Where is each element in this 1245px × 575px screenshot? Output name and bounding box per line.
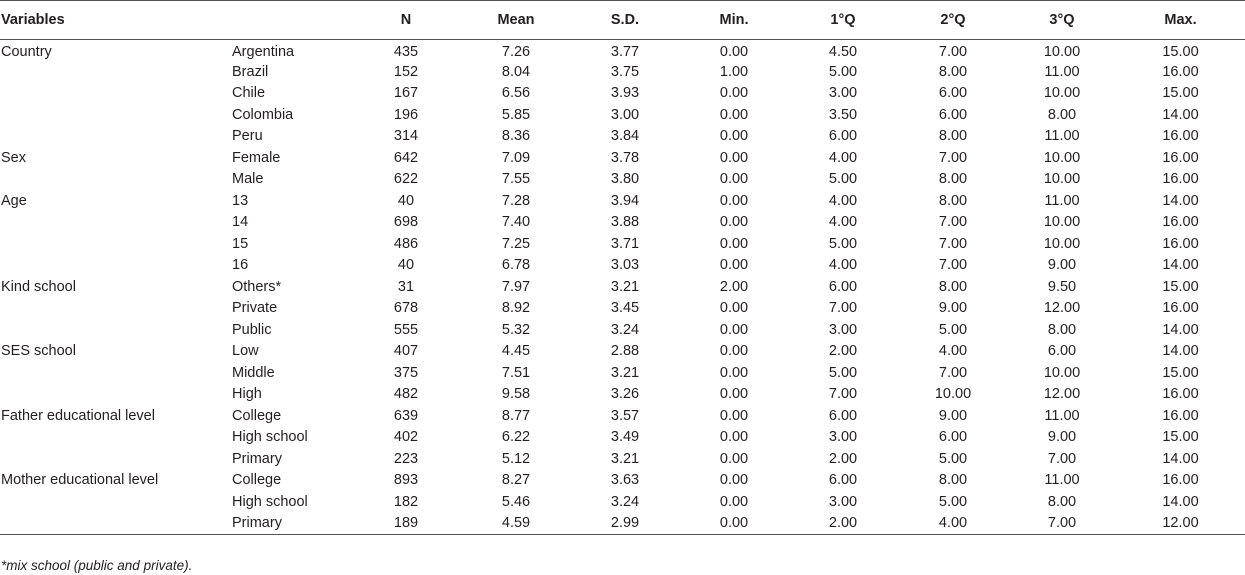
table-row <box>0 147 1245 169</box>
value-cell: 8.00 <box>938 63 968 80</box>
value-cell: 10.00 <box>1043 171 1081 188</box>
value-cell: 3.80 <box>610 171 640 188</box>
level-cell: Primary <box>232 513 350 535</box>
value-cell: 375 <box>393 364 419 381</box>
variable-cell <box>0 427 232 449</box>
level-cell: Others* <box>232 278 282 295</box>
value-cell: 4.00 <box>898 513 1008 535</box>
value-cell: 6.00 <box>938 429 968 446</box>
variable-cell: Country <box>1 44 52 60</box>
value-cell: 9.50 <box>1047 278 1077 295</box>
level-cell: 15 <box>232 235 249 252</box>
variable-cell: SES school <box>1 343 76 360</box>
variable-cell <box>0 126 232 148</box>
variable-cell <box>0 362 232 384</box>
value-cell: 0.00 <box>719 364 749 381</box>
value-cell: 14.00 <box>1162 106 1199 123</box>
value-cell: 3.63 <box>610 472 640 489</box>
value-cell: 8.36 <box>501 128 531 145</box>
level-cell: Brazil <box>232 63 269 80</box>
value-cell: 482 <box>393 386 419 403</box>
value-cell: 7.00 <box>938 44 968 60</box>
variable-cell <box>0 212 232 234</box>
value-cell: 3.45 <box>610 300 640 317</box>
value-cell: 3.49 <box>610 429 640 446</box>
value-cell: 0.00 <box>719 106 749 123</box>
value-cell: 5.00 <box>938 450 968 467</box>
level-cell: College <box>232 407 282 424</box>
value-cell: 5.00 <box>938 493 968 510</box>
value-cell: 3.21 <box>610 450 640 467</box>
table-row <box>0 126 1245 148</box>
variable-cell <box>0 319 232 341</box>
value-cell: 5.85 <box>501 106 531 123</box>
value-cell: 16.00 <box>1162 171 1199 188</box>
value-cell: 435 <box>393 44 419 60</box>
value-cell: 3.24 <box>610 321 640 338</box>
level-cell: Primary <box>232 450 282 467</box>
value-cell: 0.00 <box>719 257 749 274</box>
value-cell: 4.50 <box>828 44 858 60</box>
value-cell: 3.24 <box>610 493 640 510</box>
table-row <box>0 470 1245 492</box>
value-cell: 4.00 <box>828 192 858 209</box>
value-cell: 7.00 <box>828 300 858 317</box>
value-cell: 3.93 <box>610 85 640 102</box>
table-row <box>0 190 1245 212</box>
value-cell: 16.00 <box>1162 386 1199 403</box>
value-cell: 0.00 <box>680 513 788 535</box>
value-cell: 12.00 <box>1043 386 1081 403</box>
value-cell: 152 <box>393 63 419 80</box>
value-cell: 0.00 <box>719 407 749 424</box>
value-cell: 3.00 <box>828 429 858 446</box>
value-cell: 0.00 <box>719 128 749 145</box>
table-body <box>0 40 1245 535</box>
variable-cell: Age <box>1 192 27 209</box>
variable-cell: Father educational level <box>1 407 155 424</box>
value-cell: 0.00 <box>719 214 749 231</box>
value-cell: 9.00 <box>938 300 968 317</box>
value-cell: 8.00 <box>938 472 968 489</box>
value-cell: 5.46 <box>501 493 531 510</box>
column-header-7: 2°Q <box>898 1 1008 40</box>
table-row <box>0 212 1245 234</box>
value-cell: 10.00 <box>1043 214 1081 231</box>
value-cell: 14.00 <box>1162 343 1199 360</box>
value-cell: 14.00 <box>1162 257 1199 274</box>
value-cell: 6.22 <box>501 429 531 446</box>
value-cell: 407 <box>393 343 419 360</box>
variable-cell <box>0 83 232 105</box>
column-header-2: N <box>350 1 462 40</box>
value-cell: 16.00 <box>1162 300 1199 317</box>
column-header-3: Mean <box>462 1 570 40</box>
value-cell: 8.00 <box>938 278 968 295</box>
value-cell: 7.25 <box>501 235 531 252</box>
table-row <box>0 276 1245 298</box>
value-cell: 14.00 <box>1162 450 1199 467</box>
value-cell: 3.50 <box>828 106 858 123</box>
value-cell: 10.00 <box>1043 364 1081 381</box>
value-cell: 402 <box>393 429 419 446</box>
level-cell: College <box>232 472 282 489</box>
value-cell: 3.88 <box>610 214 640 231</box>
level-cell: High school <box>232 493 308 510</box>
value-cell: 4.00 <box>828 214 858 231</box>
value-cell: 8.00 <box>938 171 968 188</box>
value-cell: 4.45 <box>501 343 531 360</box>
value-cell: 0.00 <box>719 235 749 252</box>
value-cell: 11.00 <box>1044 128 1080 145</box>
variable-cell <box>0 61 232 83</box>
value-cell: 3.00 <box>828 321 858 338</box>
table-row <box>0 384 1245 406</box>
value-cell: 0.00 <box>719 493 749 510</box>
value-cell: 8.27 <box>501 472 531 489</box>
table-row <box>0 40 1245 62</box>
value-cell: 3.75 <box>610 63 640 80</box>
value-cell: 8.00 <box>1047 321 1077 338</box>
value-cell: 11.00 <box>1044 63 1080 80</box>
value-cell: 10.00 <box>1043 149 1081 166</box>
variable-cell <box>0 298 232 320</box>
level-cell: Chile <box>232 85 266 102</box>
value-cell: 3.94 <box>610 192 640 209</box>
value-cell: 5.00 <box>828 364 858 381</box>
level-cell: Public <box>232 321 272 338</box>
value-cell: 7.00 <box>1008 513 1116 535</box>
level-cell: Colombia <box>232 106 294 123</box>
value-cell: 5.00 <box>828 63 858 80</box>
table-footnote: *mix school (public and private). <box>1 558 193 573</box>
value-cell: 7.00 <box>938 257 968 274</box>
variable-cell <box>0 169 232 191</box>
value-cell: 1.00 <box>719 63 749 80</box>
value-cell: 314 <box>393 128 419 145</box>
variable-cell <box>0 448 232 470</box>
value-cell: 8.00 <box>1047 493 1077 510</box>
value-cell: 40 <box>397 257 415 274</box>
value-cell: 7.00 <box>938 235 968 252</box>
table-row <box>0 491 1245 513</box>
value-cell: 3.03 <box>610 257 640 274</box>
value-cell: 14.00 <box>1162 192 1199 209</box>
value-cell: 893 <box>393 472 419 489</box>
value-cell: 11.00 <box>1044 407 1080 424</box>
value-cell: 3.77 <box>610 44 640 60</box>
value-cell: 7.97 <box>501 278 531 295</box>
table-row <box>0 448 1245 470</box>
table-row <box>0 427 1245 449</box>
value-cell: 5.12 <box>501 450 531 467</box>
variable-cell <box>0 384 232 406</box>
value-cell: 7.00 <box>938 214 968 231</box>
level-cell: High school <box>232 429 308 446</box>
value-cell: 7.40 <box>501 214 531 231</box>
value-cell: 555 <box>393 321 419 338</box>
value-cell: 196 <box>393 106 419 123</box>
level-cell: Low <box>232 343 259 360</box>
value-cell: 6.00 <box>828 472 858 489</box>
value-cell: 7.09 <box>501 149 531 166</box>
level-cell: Middle <box>232 364 275 381</box>
value-cell: 6.00 <box>828 278 858 295</box>
value-cell: 11.00 <box>1044 192 1080 209</box>
column-header-0: Variables <box>0 1 232 40</box>
value-cell: 2.00 <box>719 278 749 295</box>
table-row <box>0 405 1245 427</box>
value-cell: 10.00 <box>1043 85 1081 102</box>
level-cell: Private <box>232 300 278 317</box>
table-row <box>0 169 1245 191</box>
value-cell: 3.21 <box>610 364 640 381</box>
value-cell: 12.00 <box>1116 513 1245 535</box>
value-cell: 0.00 <box>719 343 749 360</box>
value-cell: 4.00 <box>828 257 858 274</box>
value-cell: 0.00 <box>719 472 749 489</box>
table-row <box>0 298 1245 320</box>
level-cell: Peru <box>232 128 263 145</box>
value-cell: 2.00 <box>828 450 858 467</box>
value-cell: 10.00 <box>1043 235 1081 252</box>
value-cell: 0.00 <box>719 300 749 317</box>
level-cell: Female <box>232 149 281 166</box>
value-cell: 486 <box>393 235 419 252</box>
value-cell: 16.00 <box>1162 235 1199 252</box>
value-cell: 16.00 <box>1162 128 1199 145</box>
table-header-row <box>0 1 1245 40</box>
table-row <box>0 61 1245 83</box>
value-cell: 7.28 <box>501 192 531 209</box>
value-cell: 7.00 <box>828 386 858 403</box>
value-cell: 0.00 <box>719 171 749 188</box>
value-cell: 9.58 <box>501 386 531 403</box>
value-cell: 15.00 <box>1162 364 1199 381</box>
value-cell: 6.00 <box>938 106 968 123</box>
level-cell: High <box>232 386 262 403</box>
value-cell: 5.00 <box>828 235 858 252</box>
level-cell: Male <box>232 171 264 188</box>
value-cell: 6.00 <box>938 85 968 102</box>
value-cell: 16.00 <box>1162 407 1199 424</box>
value-cell: 0.00 <box>719 450 749 467</box>
value-cell: 5.00 <box>828 171 858 188</box>
value-cell: 3.00 <box>610 106 640 123</box>
value-cell: 16.00 <box>1162 63 1199 80</box>
value-cell: 3.78 <box>610 149 640 166</box>
value-cell: 7.26 <box>501 44 531 60</box>
table-row <box>0 104 1245 126</box>
value-cell: 4.00 <box>938 343 968 360</box>
value-cell: 16.00 <box>1162 149 1199 166</box>
value-cell: 7.55 <box>501 171 531 188</box>
value-cell: 5.32 <box>501 321 531 338</box>
column-header-5: Min. <box>680 1 788 40</box>
column-header-8: 3°Q <box>1008 1 1116 40</box>
value-cell: 2.99 <box>570 513 680 535</box>
value-cell: 7.00 <box>938 364 968 381</box>
value-cell: 8.00 <box>1047 106 1077 123</box>
value-cell: 15.00 <box>1162 44 1199 60</box>
table-row <box>0 319 1245 341</box>
value-cell: 0.00 <box>719 192 749 209</box>
value-cell: 223 <box>393 450 419 467</box>
variable-cell: Mother educational level <box>1 472 159 489</box>
value-cell: 9.00 <box>938 407 968 424</box>
value-cell: 3.26 <box>610 386 640 403</box>
value-cell: 15.00 <box>1162 429 1199 446</box>
value-cell: 642 <box>393 149 419 166</box>
value-cell: 189 <box>350 513 462 535</box>
value-cell: 9.00 <box>1047 429 1077 446</box>
value-cell: 8.00 <box>938 192 968 209</box>
value-cell: 0.00 <box>719 429 749 446</box>
column-header-9: Max. <box>1116 1 1245 40</box>
value-cell: 3.71 <box>610 235 640 252</box>
value-cell: 0.00 <box>719 386 749 403</box>
variable-cell <box>0 513 232 535</box>
value-cell: 16.00 <box>1162 214 1199 231</box>
variable-cell <box>0 104 232 126</box>
table-row <box>0 255 1245 277</box>
value-cell: 9.00 <box>1047 257 1077 274</box>
value-cell: 4.59 <box>462 513 570 535</box>
value-cell: 15.00 <box>1162 85 1199 102</box>
value-cell: 0.00 <box>719 85 749 102</box>
value-cell: 14.00 <box>1162 493 1199 510</box>
value-cell: 7.00 <box>1047 450 1077 467</box>
variable-cell <box>0 233 232 255</box>
value-cell: 8.00 <box>938 128 968 145</box>
value-cell: 622 <box>393 171 419 188</box>
variable-cell: Kind school <box>1 278 76 295</box>
level-cell: 16 <box>232 257 249 274</box>
value-cell: 698 <box>393 214 419 231</box>
value-cell: 12.00 <box>1043 300 1081 317</box>
value-cell: 0.00 <box>719 149 749 166</box>
value-cell: 3.57 <box>610 407 640 424</box>
value-cell: 2.00 <box>788 513 898 535</box>
value-cell: 11.00 <box>1044 472 1080 489</box>
value-cell: 6.00 <box>828 128 858 145</box>
value-cell: 7.51 <box>501 364 531 381</box>
value-cell: 3.00 <box>828 493 858 510</box>
value-cell: 40 <box>397 192 415 209</box>
value-cell: 678 <box>393 300 419 317</box>
value-cell: 31 <box>397 278 415 295</box>
value-cell: 15.00 <box>1162 278 1199 295</box>
value-cell: 4.00 <box>828 149 858 166</box>
value-cell: 6.56 <box>501 85 531 102</box>
value-cell: 6.00 <box>828 407 858 424</box>
column-header-6: 1°Q <box>788 1 898 40</box>
value-cell: 2.88 <box>610 343 640 360</box>
value-cell: 7.00 <box>938 149 968 166</box>
variable-cell <box>0 491 232 513</box>
value-cell: 182 <box>393 493 419 510</box>
value-cell: 8.92 <box>501 300 531 317</box>
value-cell: 6.78 <box>501 257 531 274</box>
table-row <box>0 341 1245 363</box>
variable-cell <box>0 255 232 277</box>
value-cell: 8.77 <box>501 407 531 424</box>
table-row <box>0 83 1245 105</box>
column-header-4: S.D. <box>570 1 680 40</box>
table-row <box>0 362 1245 384</box>
value-cell: 167 <box>393 85 419 102</box>
value-cell: 3.00 <box>828 85 858 102</box>
value-cell: 6.00 <box>1047 343 1077 360</box>
value-cell: 3.21 <box>610 278 640 295</box>
value-cell: 10.00 <box>934 386 972 403</box>
value-cell: 14.00 <box>1162 321 1199 338</box>
value-cell: 0.00 <box>719 321 749 338</box>
variable-cell: Sex <box>1 149 26 166</box>
value-cell: 8.04 <box>501 63 531 80</box>
level-cell: 13 <box>232 192 249 209</box>
value-cell: 3.84 <box>610 128 640 145</box>
value-cell: 16.00 <box>1162 472 1199 489</box>
value-cell: 2.00 <box>828 343 858 360</box>
level-cell: Argentina <box>232 44 295 60</box>
table-row <box>0 233 1245 255</box>
value-cell: 639 <box>393 407 419 424</box>
level-cell: 14 <box>232 214 249 231</box>
table-row <box>0 513 1245 535</box>
value-cell: 5.00 <box>938 321 968 338</box>
value-cell: 0.00 <box>719 44 749 60</box>
column-header-1 <box>232 1 350 40</box>
value-cell: 10.00 <box>1043 44 1081 60</box>
